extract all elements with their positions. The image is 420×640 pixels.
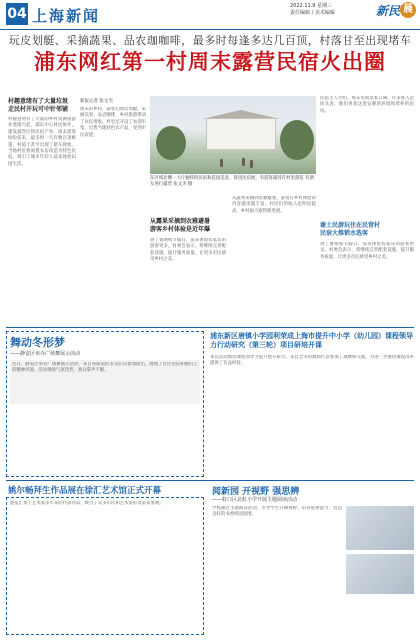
story-school-body: 本次活动围绕课程领导力提升展开研讨，来自全市的教师代表参加了观摩和交流，为进一步推进课程改革提供了有益经验。 — [210, 355, 414, 367]
photo-caption: 东区域北侧一大片独特的民宿和花园美景，促进民宿展，有游客露营在村里游览 有朋友进行露营 张文杰 摄 — [150, 176, 314, 187]
section-name: 上海新闻 — [32, 7, 101, 25]
photo-tree — [156, 126, 186, 160]
story-dance-subtitle: ——静安区举办广场舞展示活动 — [10, 351, 81, 357]
story-art-title: 姚尔畅拜生作品展在徐汇艺术馆正式开幕 — [8, 486, 162, 496]
logo-badge: 晨 — [400, 2, 416, 18]
lead-column-3: 到了暑期和节假日，前来体验农家乐的游客更多。村委会表示，将继续完善配套设施，提升服务质量，让更多市民感受乡村之美。 — [150, 238, 226, 263]
editor-line: 责任编辑 / 美术编辑 — [290, 10, 335, 16]
reading-photo — [346, 506, 414, 550]
story-dance-title: 舞动冬形梦 — [10, 336, 65, 349]
date-meta — [290, 3, 335, 17]
page-number: 04 — [6, 3, 28, 25]
newspaper-logo — [376, 2, 416, 28]
lead-column-1: 村趣意绪有了大量的乡村资源旅游业逐渐兴起，浦东中心村民协作，建设露营区和民宿产业。周末游客纷纷前来，最多时一天有数百顶帐篷，村道上甚至出现了堵车现象。当地村民将闲置农房改造为特色民宿，吸引了城市年轻人前来体验田园生活。 — [8, 117, 76, 167]
logo-text: 新民 — [376, 4, 401, 18]
story-dance-body: 近日，静安区举办广场舞展示活动，来自各街道的多支队伍参加演出，展现了社区居民积极向上的精神风貌。活动现场气氛热烈，观众掌声不断。 — [12, 362, 198, 374]
lead-column-5: 民宿主人介绍，周末房间基本订满，许多客人是回头客，他们喜欢这里安静的环境和淳朴的民风。 — [320, 96, 414, 114]
lead-photo — [150, 96, 316, 174]
date-line: 2022.11.9 星期三 — [290, 3, 333, 9]
story-reading-subtitle: ——虹口区北虹小学开展主题阅读活动 — [212, 497, 298, 503]
story-reading-body: 学校通过主题阅读活动，引导学生开阔视野、培养思辨能力，营造良好的书香校园氛围。 — [212, 506, 342, 518]
reading-photo — [346, 554, 414, 594]
story-art-body: 展览汇集了艺术家多年来的代表作品，吸引了众多市民和艺术爱好者前来参观。 — [10, 501, 164, 506]
photo-person — [220, 159, 223, 167]
photo-house — [206, 118, 276, 150]
lead-byline: 新报记者 张文杰 — [80, 99, 113, 104]
masthead — [0, 0, 420, 30]
photo-person — [242, 158, 245, 166]
divider — [6, 480, 414, 481]
lead-column-4: 从露果采摘到农雅避暑，游客在乡村体验的内容越来越丰富，村民们的收入也明显提高，乡村振兴取得新进展。 — [232, 196, 316, 214]
lead-kicker: 玩皮划艇、采摘蔬果、品农珈咖啡，最多时每逢多达几百顶，村落甘至出现堵车 — [8, 34, 412, 47]
lead-column-2: 周末的乡村，游客们划皮划艇、采摘瓜果、品尝咖啡，乡村旅游带动了农民增收。村里还开设了农创市集，出售当地特色农产品，受到市民欢迎。 — [80, 107, 146, 138]
divider — [6, 327, 414, 328]
photo-tree — [280, 120, 314, 160]
lead-subhead-1: 村趣意绪有了大量垃圾 走民村开玩可中针邻铺 — [8, 98, 69, 113]
lead-column-6: 到了暑期和节假日，前来体验农家乐的游客更多。村委会表示，将继续完善配套设施，提升服务质量，让更多市民感受乡村之美。 — [320, 242, 414, 260]
photo-person — [250, 160, 253, 168]
lead-subhead-3: 谢土民游玩住在民营村 民宿大推销水选客 — [320, 222, 381, 237]
story-reading-title: 阅新园 开视野 强思辨 — [212, 487, 300, 497]
lead-headline: 浦东网红第一村周末露营民宿火出圈 — [34, 50, 386, 74]
lead-subhead-2: 从露果采摘到农雅避暑 游客乡村体验是近年爆 — [150, 218, 211, 233]
story-school-title: 浦东新区唐镇小学园利荣成上海市提升中小学（幼儿园）课程领导力行动研究（第三轮）项目研培开课 — [210, 332, 413, 349]
